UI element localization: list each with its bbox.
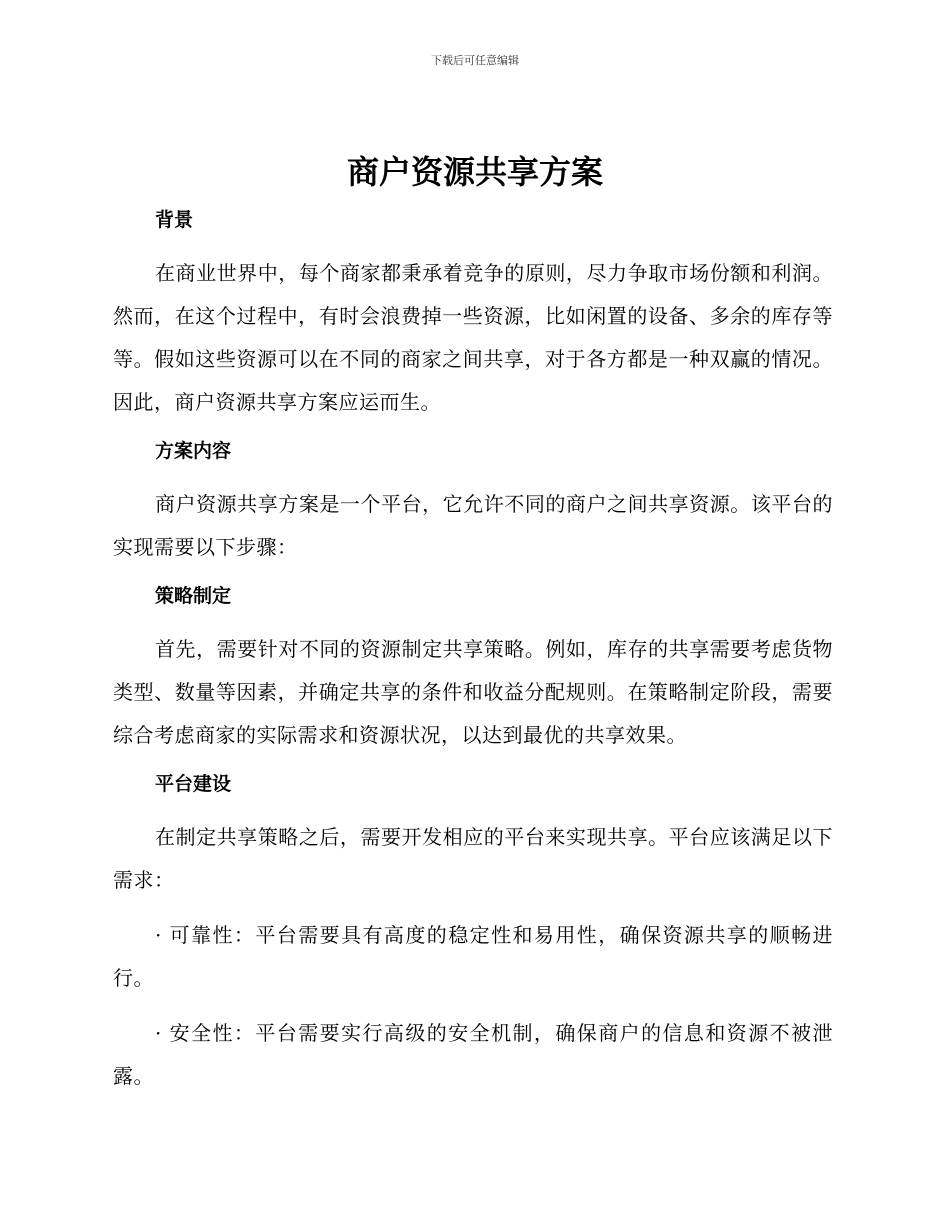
paragraph-plan-content: 商户资源共享方案是一个平台，它允许不同的商户之间共享资源。该平台的实现需要以下步骤：: [113, 492, 833, 559]
page-header-note: 下载后可任意编辑: [431, 54, 519, 67]
paragraph-background: 在商业世界中，每个商家都秉承着竞争的原则，尽力争取市场份额和利润。然而，在这个过程中，有时会浪费掉一些资源，比如闲置的设备、多余的库存等等。假如这些资源可以在不同的商家之间共享，对于各方都是一种双赢的情况。因此，商户资源共享方案应运而生。: [113, 261, 833, 414]
paragraph-strategy: 首先，需要针对不同的资源制定共享策略。例如，库存的共享需要考虑货物类型、数量等因素，并确定共享的条件和收益分配规则。在策略制定阶段，需要综合考虑商家的实际需求和资源状况，以达到最优的共享效果。: [113, 637, 833, 747]
section-platform: [113, 769, 833, 1098]
list-item-security: · 安全性：平台需要实行高级的安全机制，确保商户的信息和资源不被泄露。: [113, 1021, 833, 1088]
section-strategy: [113, 581, 833, 757]
paragraph-platform-intro: 在制定共享策略之后，需要开发相应的平台来实现共享。平台应该满足以下需求：: [113, 825, 833, 892]
section-heading-plan-content: 方案内容: [155, 440, 232, 462]
list-item-reliability: · 可靠性：平台需要具有高度的稳定性和易用性，确保资源共享的顺畅进行。: [113, 923, 833, 990]
document-body: [113, 200, 833, 1110]
section-heading-strategy: 策略制定: [155, 585, 232, 607]
section-background: [113, 205, 833, 424]
section-heading-platform: 平台建设: [155, 773, 232, 795]
section-heading-background: 背景: [155, 209, 194, 231]
section-plan-content: [113, 436, 833, 569]
document-title: 商户资源共享方案: [346, 153, 603, 191]
